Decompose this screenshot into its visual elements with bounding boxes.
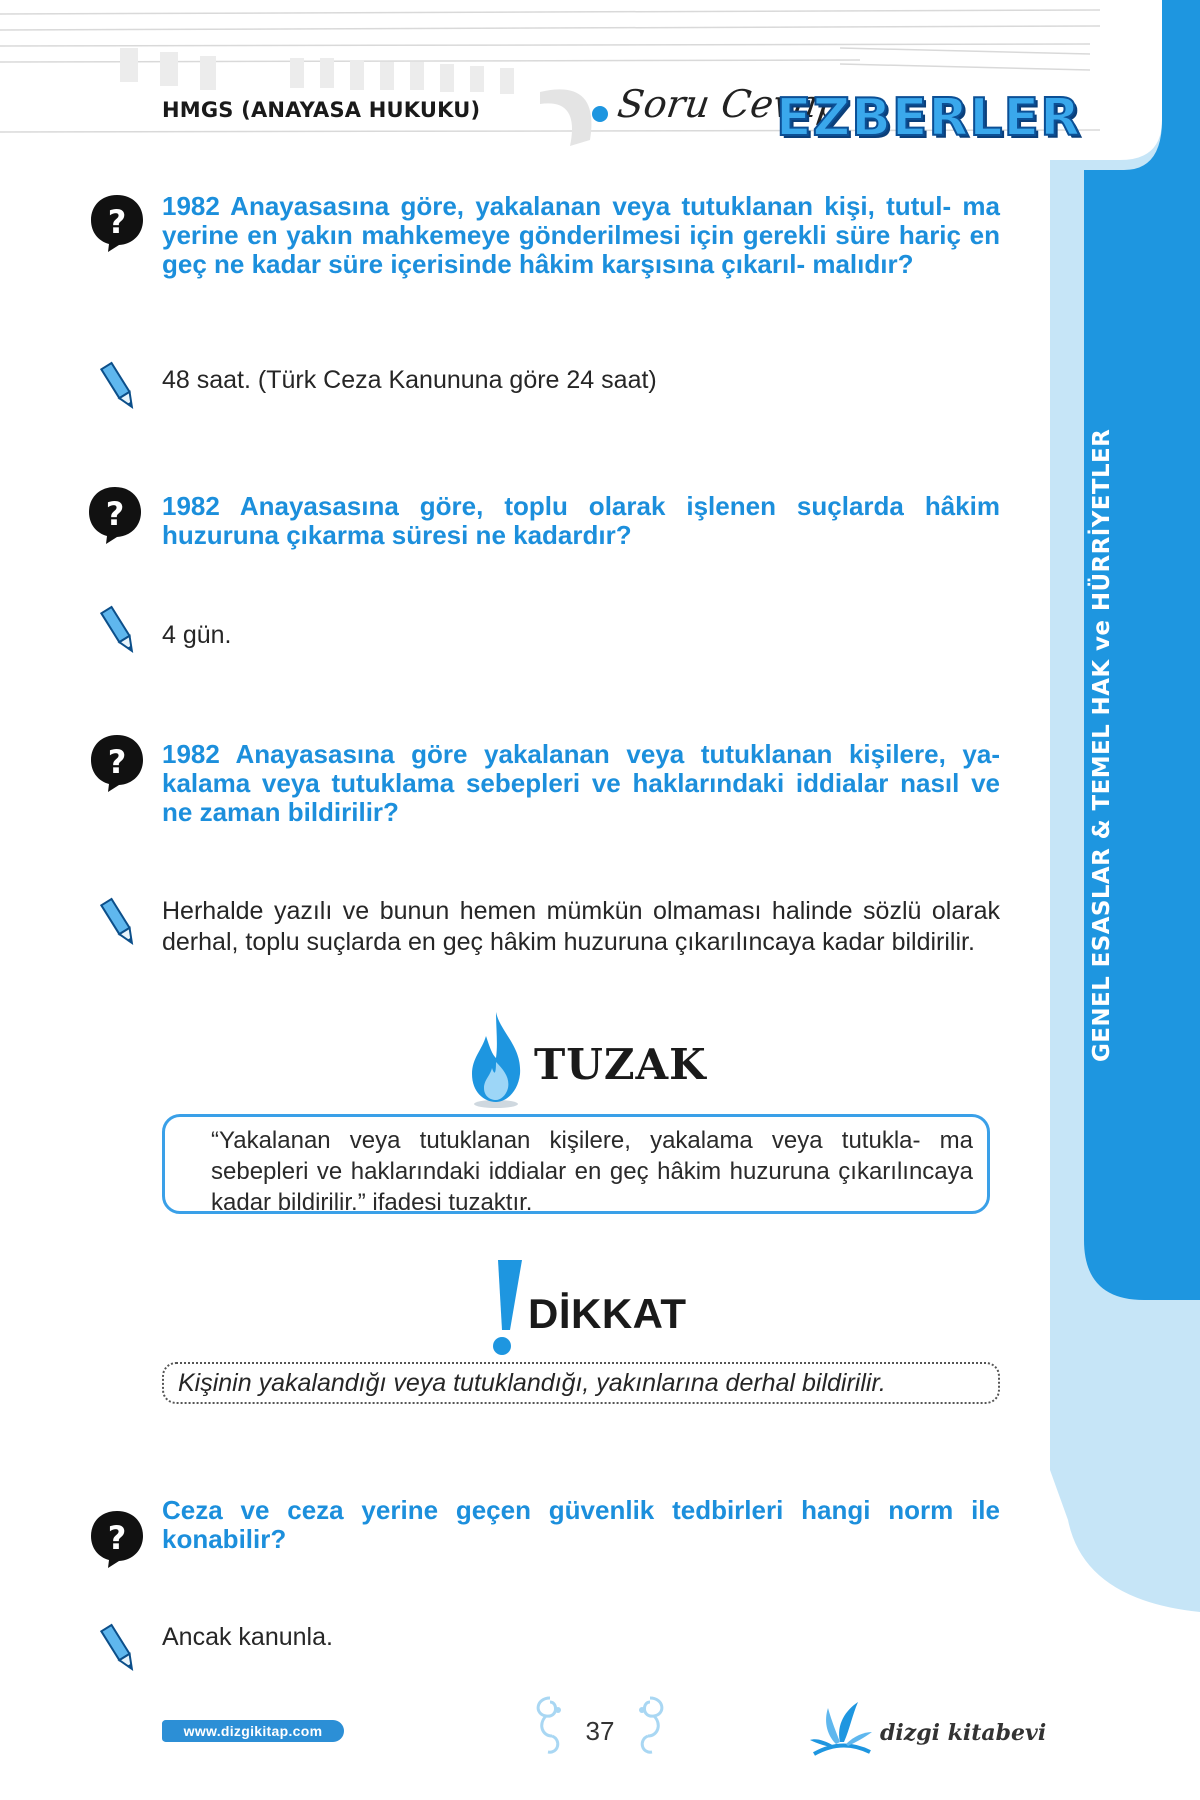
page-ornament-right-icon (628, 1690, 672, 1760)
answer-text: 48 saat. (Türk Ceza Kanununa göre 24 saat) (162, 366, 657, 394)
flame-icon (466, 1010, 526, 1110)
bullet-dot-icon (592, 106, 608, 122)
question-text: Ceza ve ceza yerine geçen güvenlik tedbirleri hangi norm ile konabilir? (162, 1495, 1000, 1554)
publisher-logo-icon (806, 1694, 876, 1760)
pencil-icon (100, 1622, 140, 1674)
question-mark-icon (88, 1508, 146, 1570)
publisher-name: dizgi kitabevi (880, 1720, 1047, 1746)
question-mark-icon (88, 732, 146, 794)
book-section-title: HMGS (ANAYASA HUKUKU) (162, 98, 481, 122)
dikkat-note-box: Kişinin yakalandığı veya tutuklandığı, yakınlarına derhal bildirilir. (162, 1362, 1000, 1404)
chapter-side-label: GENEL ESASLAR & TEMEL HAK ve HÜRRİYETLER (1089, 428, 1115, 1062)
svg-text:?: ? (105, 495, 125, 533)
question-mark-icon (86, 484, 144, 546)
tuzak-heading: TUZAK (534, 1040, 707, 1089)
pencil-icon (100, 896, 140, 948)
pencil-icon (100, 604, 140, 656)
page-number: 37 (585, 1716, 615, 1746)
answer-text: Ancak kanunla. (162, 1623, 333, 1651)
question-text: 1982 Anayasasına göre, yakalanan veya tutuklanan kişi, tutul- ma yerine en yakın mahkemeye gönderilmesi için gerekli süre hariç en geç ne kadar süre içerisinde hâkim karşısına çıkarıl- malıdır? (162, 191, 1000, 279)
exclamation-icon (488, 1258, 524, 1358)
svg-text:?: ? (107, 203, 127, 241)
dikkat-heading: DİKKAT (528, 1290, 687, 1337)
question-mark-icon (88, 192, 146, 254)
series-brand-logo: EZBERLER (776, 88, 1082, 148)
website-link[interactable]: www.dizgikitap.com (162, 1720, 344, 1742)
pencil-icon (100, 360, 140, 412)
answer-text: 4 gün. (162, 621, 232, 649)
svg-text:?: ? (107, 743, 127, 781)
question-text: 1982 Anayasasına göre, toplu olarak işlenen suçlarda hâkim huzuruna çıkarma süresi ne kadardır? (162, 491, 1000, 550)
answer-text: Herhalde yazılı ve bunun hemen mümkün olmaması halinde sözlü olarak derhal, toplu suçlarda en geç hâkim huzuruna çıkarılıncaya kadar bildirilir. (162, 897, 1000, 956)
series-script-label: Soru Cevap (614, 82, 845, 126)
question-text: 1982 Anayasasına göre yakalanan veya tutuklanan kişilere, ya- kalama veya tutuklama sebepleri ve haklarındaki iddialar nasıl ve ne zaman bildirilir? (162, 739, 1000, 827)
chapter-side-tab (1044, 0, 1200, 1612)
svg-text:?: ? (107, 1519, 127, 1557)
page-ornament-left-icon (528, 1690, 572, 1760)
tuzak-note-box: “Yakalanan veya tutuklanan kişilere, yakalama veya tutukla- ma sebepleri ve haklarındaki iddialar en geç hâkim huzuruna çıkarılıncaya kadar bildirilir.” ifadesi tuzaktır. (162, 1114, 990, 1214)
